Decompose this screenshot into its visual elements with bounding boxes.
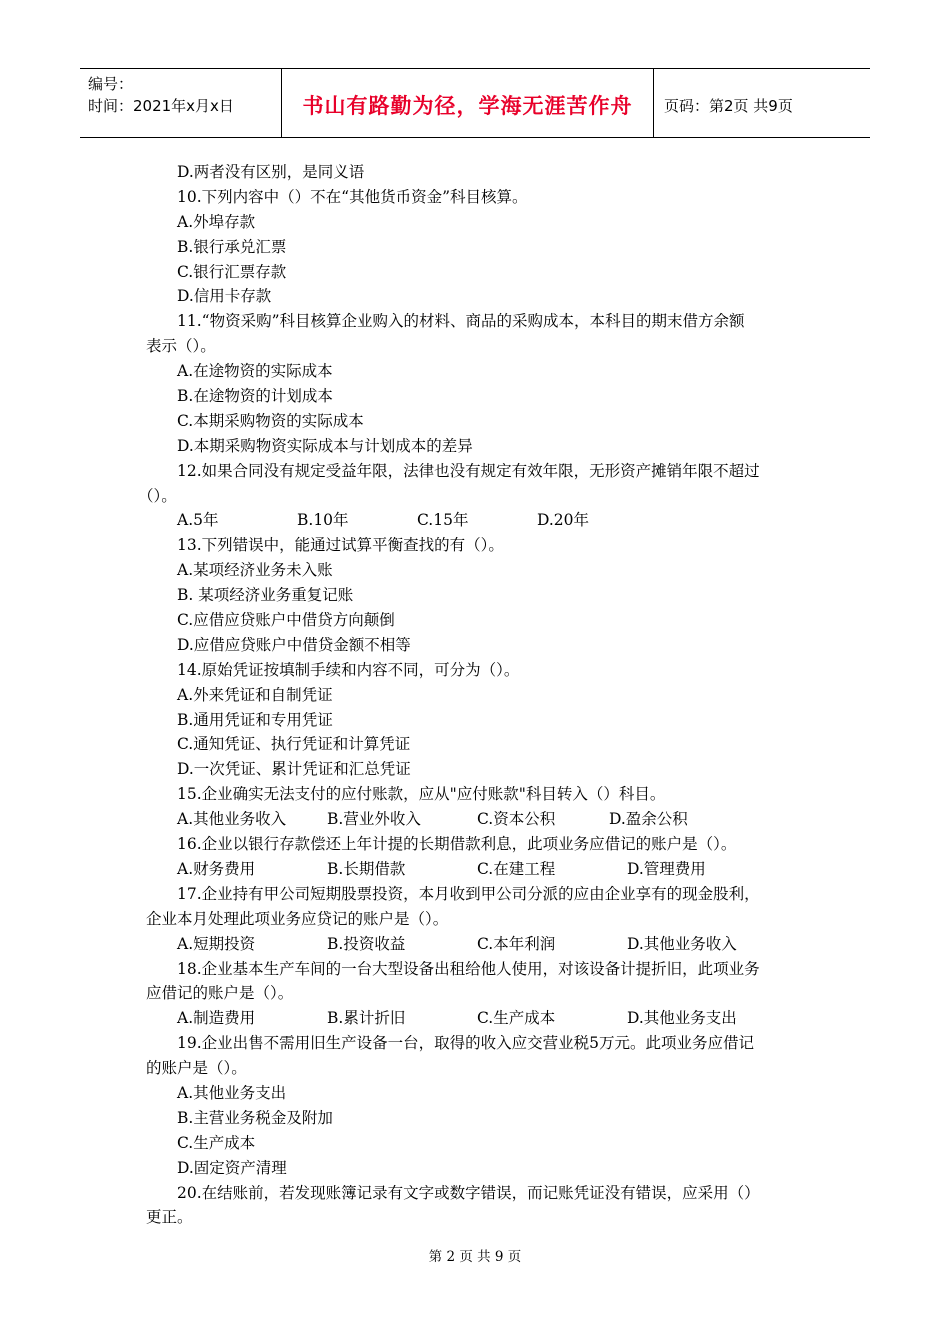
- option: B.长期借款: [327, 859, 406, 878]
- question-15: 15.企业确实无法支付的应付账款，应从"应付账款"科目转入（）科目。: [177, 785, 666, 804]
- question-12-cont: （）。: [138, 486, 177, 505]
- header-page-info: 页码：第2页 共9页: [664, 96, 793, 115]
- option-line: A.外埠存款: [177, 212, 256, 231]
- option: C.15年: [417, 511, 469, 530]
- option-row: [146, 932, 814, 957]
- option-line: D.本期采购物资实际成本与计划成本的差异: [177, 436, 473, 455]
- number-label: 编号：: [88, 75, 134, 93]
- option-line: C.应借应贷账户中借贷方向颠倒: [177, 611, 395, 630]
- question-20: 20.在结账前，若发现账簿记录有文字或数字错误，而记账凭证没有错误，应采用（）: [177, 1183, 760, 1202]
- option-row: [146, 508, 814, 533]
- question-17: 17.企业持有甲公司短期股票投资，本月收到甲公司分派的应由企业享有的现金股利，: [177, 884, 760, 903]
- option-line: B.在途物资的计划成本: [177, 387, 333, 406]
- question-11-cont: 表示（）。: [146, 337, 216, 356]
- question-18: 18.企业基本生产车间的一台大型设备出租给他人使用，对该设备计提折旧，此项业务: [177, 959, 760, 978]
- option-line: B.银行承兑汇票: [177, 237, 287, 256]
- option: B.10年: [297, 511, 349, 530]
- option-line: D.应借应贷账户中借贷金额不相等: [177, 635, 411, 654]
- option: D.盈余公积: [609, 810, 688, 829]
- option-line: B. 某项经济业务重复记账: [177, 586, 354, 605]
- option-row: [146, 857, 814, 882]
- option: B.投资收益: [327, 934, 406, 953]
- text-line: D.两者没有区别，是同义语: [177, 163, 365, 181]
- question-14: 14.原始凭证按填制手续和内容不同，可分为（）。: [177, 660, 520, 679]
- option: C.生产成本: [477, 1009, 556, 1028]
- question-19-cont: 的账户是（）。: [146, 1059, 247, 1078]
- page-header: [80, 68, 870, 138]
- option-line: C.本期采购物资的实际成本: [177, 411, 364, 430]
- time-label: 时间：2021年x月x日: [88, 97, 234, 115]
- document-body: [138, 160, 814, 1230]
- option: C.本年利润: [477, 934, 556, 953]
- option: D.其他业务支出: [627, 1009, 737, 1028]
- option-row: [146, 807, 814, 832]
- question-18-cont: 应借记的账户是（）。: [146, 984, 294, 1003]
- option-line: C.银行汇票存款: [177, 262, 287, 281]
- option: C.在建工程: [477, 859, 556, 878]
- option-line: A.某项经济业务未入账: [177, 561, 333, 580]
- header-motto: 书山有路勤为径，学海无涯苦作舟: [282, 69, 654, 137]
- option: B.营业外收入: [327, 810, 421, 829]
- option: A.其他业务收入: [177, 810, 287, 829]
- option-line: A.其他业务支出: [177, 1083, 287, 1102]
- question-13: 13.下列错误中，能通过试算平衡查找的有（）。: [177, 536, 504, 555]
- option: A.财务费用: [177, 859, 256, 878]
- question-20-cont: 更正。: [146, 1208, 193, 1227]
- option: D.20年: [537, 511, 590, 530]
- question-19: 19.企业出售不需用旧生产设备一台，取得的收入应交营业税5万元。此项业务应借记: [177, 1034, 755, 1053]
- option-line: C.通知凭证、执行凭证和计算凭证: [177, 735, 411, 754]
- question-16: 16.企业以银行存款偿还上年计提的长期借款利息，此项业务应借记的账户是（）。: [177, 835, 737, 854]
- option-line: D.信用卡存款: [177, 287, 272, 306]
- header-meta: [80, 69, 282, 137]
- option: C.资本公积: [477, 810, 556, 829]
- option-line: B.通用凭证和专用凭证: [177, 710, 333, 729]
- option-line: C.生产成本: [177, 1133, 256, 1152]
- option-row: [146, 1006, 814, 1031]
- question-17-cont: 企业本月处理此项业务应贷记的账户是（）。: [146, 909, 449, 928]
- question-10: 10.下列内容中（）不在“其他货币资金”科目核算。: [177, 187, 528, 206]
- option: A.5年: [177, 511, 219, 530]
- option-line: A.外来凭证和自制凭证: [177, 685, 333, 704]
- question-11: 11.“物资采购”科目核算企业购入的材料、商品的采购成本，本科目的期末借方余额: [177, 312, 745, 331]
- option: D.其他业务收入: [627, 934, 737, 953]
- page-footer: 第 2 页 共 9 页: [428, 1249, 522, 1265]
- option-line: A.在途物资的实际成本: [177, 362, 333, 381]
- option: A.短期投资: [177, 934, 256, 953]
- question-12: 12.如果合同没有规定受益年限，法律也没有规定有效年限，无形资产摊销年限不超过: [177, 461, 760, 480]
- option-line: B.主营业务税金及附加: [177, 1108, 333, 1127]
- option-line: D.固定资产清理: [177, 1158, 287, 1177]
- option-line: D.一次凭证、累计凭证和汇总凭证: [177, 760, 411, 779]
- option: B.累计折旧: [327, 1009, 406, 1028]
- option: D.管理费用: [627, 859, 706, 878]
- option: A.制造费用: [177, 1009, 256, 1028]
